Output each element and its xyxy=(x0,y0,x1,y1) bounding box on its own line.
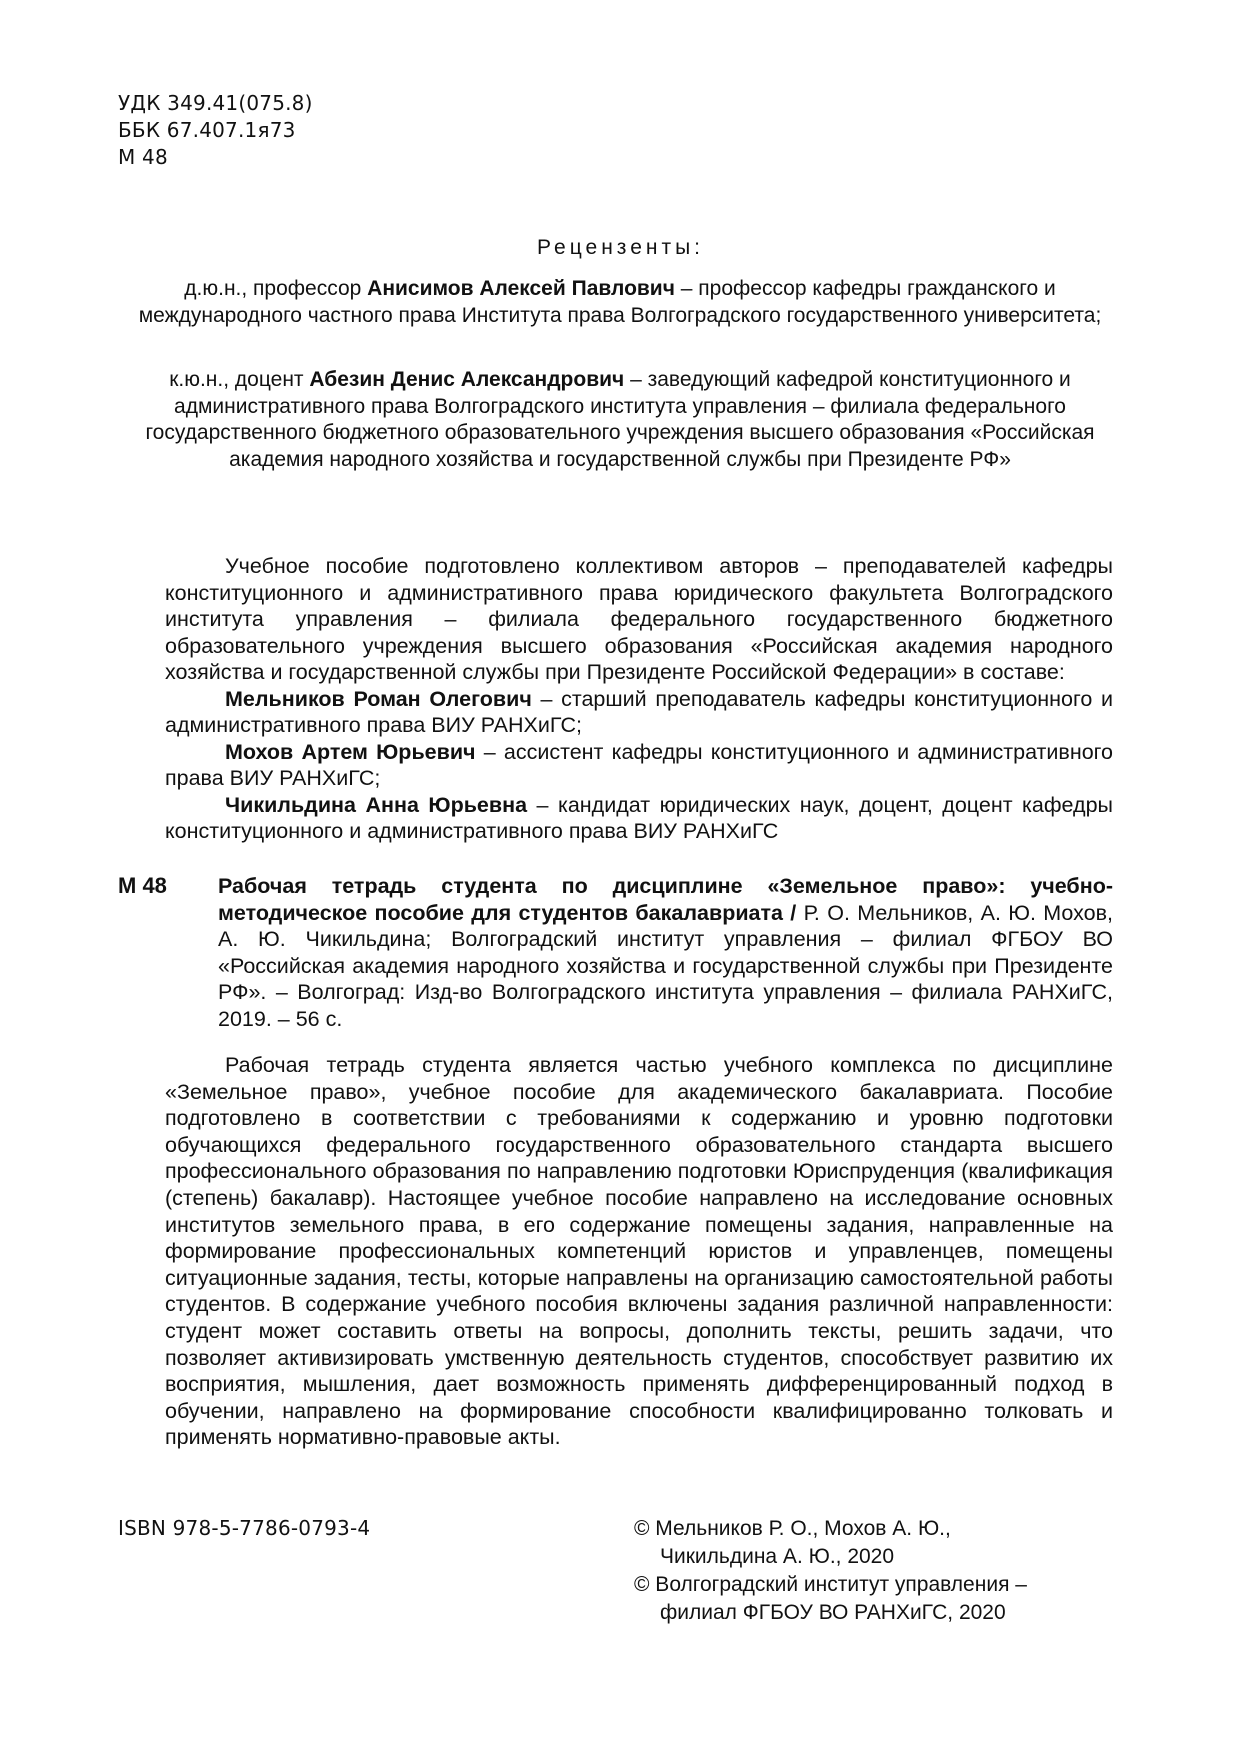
reviewer-1-name: Анисимов Алексей Павлович xyxy=(367,277,675,300)
author-3 xyxy=(165,792,1113,845)
isbn: ISBN 978-5-7786-0793-4 xyxy=(118,1516,371,1540)
reviewer-2-name: Абезин Денис Александрович xyxy=(309,368,625,391)
citation-code: М 48 xyxy=(118,873,167,898)
author-2-position: – ассистент кафедры конституционного и административного права ВИУ РАНХиГС; xyxy=(165,739,1113,790)
reviewer-2 xyxy=(120,367,1120,473)
reviewers-heading: Рецензенты: xyxy=(536,236,705,259)
copyright-block xyxy=(634,1515,1027,1627)
authors-intro: Учебное пособие подготовлено коллективом авторов – преподавателей кафедры конституционного и административного права юридического факультета Волгоградского института управления – филиала федерального государственного бюджетного образовательного учреждения высшего образования «Российская академия народного хозяйства и государственной службы при Президенте Российской Федерации» в составе: xyxy=(165,554,1113,684)
copyright-authors: © Мельников Р. О., Мохов А. Ю., xyxy=(634,1517,951,1540)
citation-title: Рабочая тетрадь студента по дисциплине «Земельное право»: учебно-методическое пособие для студентов бакалавриата / xyxy=(218,874,1113,925)
author-2-name: Мохов Артем Юрьевич xyxy=(225,739,476,764)
author-mark: М 48 xyxy=(118,145,168,169)
bibliographic-codes xyxy=(118,90,313,171)
citation-details: Р. О. Мельников, А. Ю. Мохов, А. Ю. Чикильдина; Волгоградский институт управления – филиал ФГБОУ ВО «Российская академия народного хозяйства и государственной службы при Президенте РФ». – Волгоград: Изд-во Волгоградского института управления – филиала РАНХиГС, 2019. – 56 с. xyxy=(218,900,1113,1031)
udk-code: УДК 349.41(075.8) xyxy=(118,91,313,115)
reviewer-2-degree: к.ю.н., доцент xyxy=(169,368,304,391)
author-1-position: – старший преподаватель кафедры конституционного и административного права ВИУ РАНХиГС; xyxy=(165,686,1113,737)
copyright-institute-cont: филиал ФГБОУ ВО РАНХиГС, 2020 xyxy=(660,1601,1006,1624)
author-1-name: Мельников Роман Олегович xyxy=(225,686,532,711)
author-1 xyxy=(165,686,1113,739)
reviewer-2-position: – заведующий кафедрой конституционного и административного права Волгоградского института управления – филиала федерального государственного бюджетного образовательного учреждения высшего образования «Российская академия народного хозяйства и государственной службы при Президенте РФ» xyxy=(145,368,1095,471)
author-3-position: – кандидат юридических наук, доцент, доцент кафедры конституционного и административного права ВИУ РАНХиГС xyxy=(165,792,1113,843)
author-3-name: Чикильдина Анна Юрьевна xyxy=(225,792,528,817)
copyright-institute: © Волгоградский институт управления – xyxy=(634,1573,1027,1596)
citation-text xyxy=(218,873,1113,1032)
author-2 xyxy=(165,739,1113,792)
bbk-code: ББК 67.407.1я73 xyxy=(118,118,296,142)
reviewer-1-degree: д.ю.н., профессор xyxy=(184,277,362,300)
reviewer-1-position: – профессор кафедры гражданского и международного частного права Института права Волгоградского государственного университета; xyxy=(138,277,1102,327)
authors-block xyxy=(165,553,1113,845)
copyright-authors-cont: Чикильдина А. Ю., 2020 xyxy=(660,1545,895,1568)
reviewer-1 xyxy=(120,276,1120,329)
abstract-paragraph: Рабочая тетрадь студента является частью учебного комплекса по дисциплине «Земельное право», учебное пособие для академического бакалавриата. Пособие подготовлено в соответствии с требованиями к содержанию и уровню подготовки обучающихся федерального государственного образовательного стандарта высшего профессионального образования по направлению подготовки Юриспруденция (квалификация (степень) бакалавр). Настоящее учебное пособие направлено на исследование основных институтов земельного права, в его содержание помещены задания, направленные на формирование профессиональных компетенций юристов и управленцев, помещены ситуационные задания, тесты, которые направлены на организацию самостоятельной работы студентов. В содержание учебного пособия включены задания различной направленности: студент может составить ответы на вопросы, дополнить тексты, решить задачи, что позволяет активизировать умственную деятельность студентов, способствует развитию их восприятия, мышления, дает возможность применять дифференцированный подход в обучении, направлено на формирование способности квалифицированно толковать и применять нормативно-правовые акты. xyxy=(165,1053,1113,1450)
bibliographic-citation xyxy=(118,873,1113,1032)
